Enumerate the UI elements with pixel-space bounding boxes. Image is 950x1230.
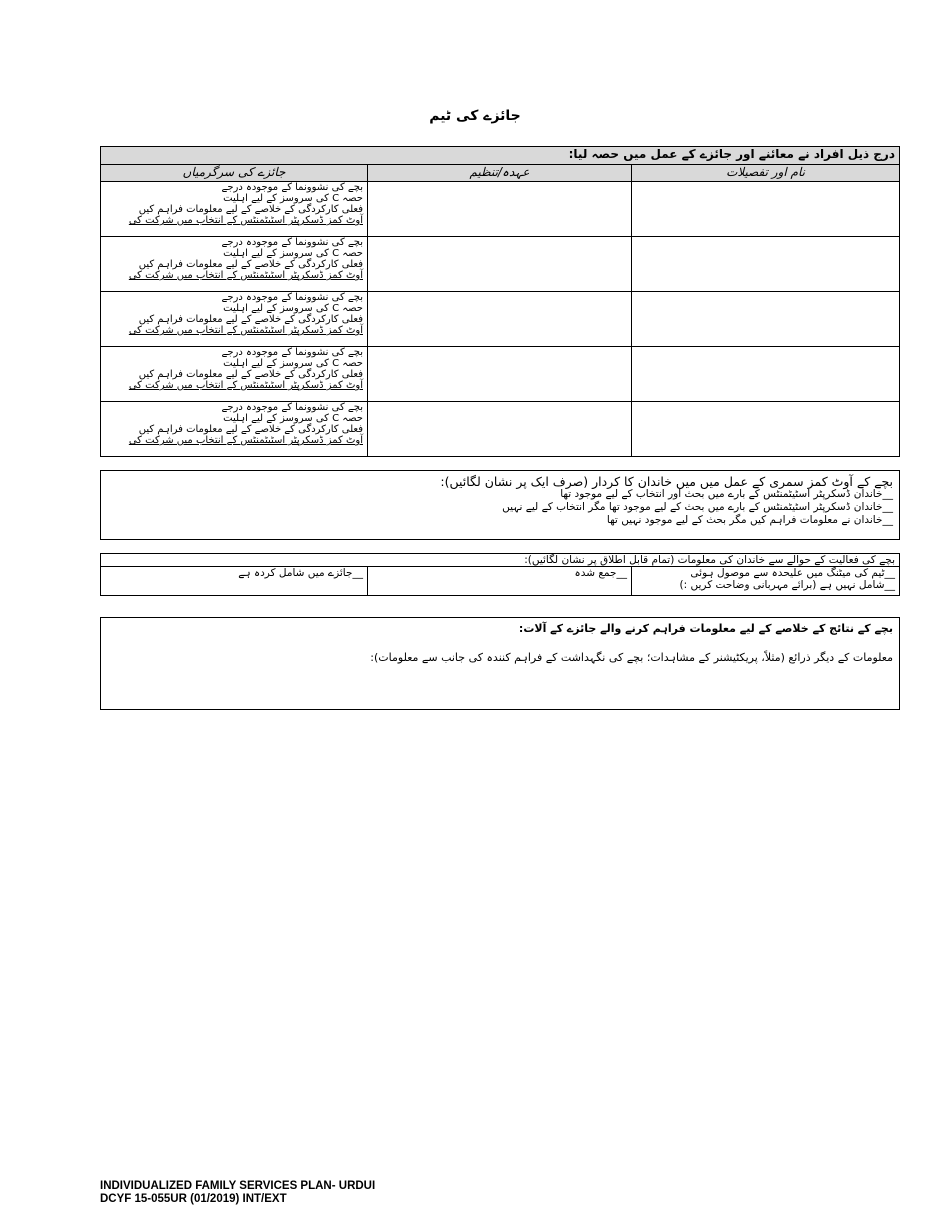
option-not-included[interactable]: __شامل نہیں ہے (برائے مہربانی وضاحت کریں :) xyxy=(679,579,895,591)
activity-item: آوٹ کمز ڈسکرپٹر اسٹیٹمنٹس کے انتخاب میں شرکت کی xyxy=(128,215,363,226)
activity-item: بچے کی نشوونما کے موجودہ درجے xyxy=(221,292,363,303)
other-sources-label: معلومات کے دیگر ذرائع (مثلاً، پریکٹیشنر کے مشاہدات؛ بچے کی نگہداشت کے فراہم کنندہ کی جانب سے معلومات): xyxy=(370,651,893,664)
family-role-option[interactable]: __خاندان نے معلومات فراہم کیں مگر بحث کے لیے موجود نہیں تھا xyxy=(606,514,893,526)
option-collected[interactable]: __جمع شدہ xyxy=(368,567,632,596)
page-title: جائزے کی ٹیم xyxy=(429,108,521,124)
activity-item: آوٹ کمز ڈسکرپٹر اسٹیٹمنٹس کے انتخاب میں شرکت کی xyxy=(128,435,363,446)
family-role-box xyxy=(100,470,900,540)
activity-item: بچے کی نشوونما کے موجودہ درجے xyxy=(221,237,363,248)
role-cell[interactable] xyxy=(368,292,632,347)
activity-item: بچے کی نشوونما کے موجودہ درجے xyxy=(221,182,363,193)
footer-form-number: DCYF 15-055UR (01/2019) INT/EXT xyxy=(100,1193,287,1205)
role-cell[interactable] xyxy=(368,402,632,457)
family-role-option[interactable]: __خاندان ڈسکرپٹر اسٹیٹمنٹس کے بارے میں بحث کے لیے موجود تھا مگر انتخاب کے لیے نہیں xyxy=(502,501,893,513)
option-received-separately[interactable]: __ٹیم کی میٹنگ میں علیحدہ سے موصول ہوئی xyxy=(690,567,895,579)
footer xyxy=(100,1180,375,1206)
assessment-tools-label: بچے کے نتائج کے خلاصے کے لیے معلومات فراہم کرنے والے جائزے کے آلات: xyxy=(518,622,893,635)
name-cell[interactable] xyxy=(632,292,900,347)
activity-item: فعلی کارکردگی کے خلاصے کے لیے معلومات فراہم کیں xyxy=(138,314,363,325)
activity-item: حصہ C کی سروسز کے لیے اہلیت xyxy=(223,248,363,259)
family-role-option[interactable]: __خاندان ڈسکرپٹر اسٹیٹمنٹس کے بارے میں بحث اور انتخاب کے لیے موجود تھا xyxy=(560,488,893,500)
activity-item: فعلی کارکردگی کے خلاصے کے لیے معلومات فراہم کیں xyxy=(138,204,363,215)
participant-row xyxy=(101,182,900,237)
participants-table xyxy=(100,146,900,457)
assessment-tools-box xyxy=(100,617,900,710)
role-cell[interactable] xyxy=(368,237,632,292)
column-role: عہدہ/تنظیم xyxy=(368,165,632,182)
activity-item: حصہ C کی سروسز کے لیے اہلیت xyxy=(223,358,363,369)
activity-item: فعلی کارکردگی کے خلاصے کے لیے معلومات فراہم کیں xyxy=(138,424,363,435)
option-included-in-assessment[interactable]: __جائزے میں شامل کردہ ہے xyxy=(101,567,368,596)
activities-cell xyxy=(101,402,368,457)
participant-row xyxy=(101,237,900,292)
column-name: نام اور تفصیلات xyxy=(632,165,900,182)
activity-item: حصہ C کی سروسز کے لیے اہلیت xyxy=(223,193,363,204)
activity-item: بچے کی نشوونما کے موجودہ درجے xyxy=(221,402,363,413)
family-role-question: بچے کے آوٹ کمز سمری کے عمل میں میں خاندان کا کردار (صرف ایک پر نشان لگائیں): xyxy=(440,474,893,489)
activity-item: حصہ C کی سروسز کے لیے اہلیت xyxy=(223,413,363,424)
name-cell[interactable] xyxy=(632,182,900,237)
activities-cell xyxy=(101,237,368,292)
activities-cell xyxy=(101,292,368,347)
family-info-header: بچے کی فعالیت کے حوالے سے خاندان کی معلومات (تمام قابل اطلاق پر نشان لگائیں): xyxy=(101,554,900,567)
name-cell[interactable] xyxy=(632,237,900,292)
participant-row xyxy=(101,347,900,402)
role-cell[interactable] xyxy=(368,347,632,402)
column-activities: جائزے کی سرگرمیاں xyxy=(101,165,368,182)
activity-item: فعلی کارکردگی کے خلاصے کے لیے معلومات فراہم کیں xyxy=(138,369,363,380)
activity-item: فعلی کارکردگی کے خلاصے کے لیے معلومات فراہم کیں xyxy=(138,259,363,270)
footer-form-title: INDIVIDUALIZED FAMILY SERVICES PLAN- URDUI xyxy=(100,1180,376,1192)
participant-row xyxy=(101,402,900,457)
participant-row xyxy=(101,292,900,347)
table-header: درج ذیل افراد نے معائنے اور جائزے کے عمل میں حصہ لیا: xyxy=(101,147,900,165)
name-cell[interactable] xyxy=(632,347,900,402)
activities-cell xyxy=(101,182,368,237)
role-cell[interactable] xyxy=(368,182,632,237)
activity-item: بچے کی نشوونما کے موجودہ درجے xyxy=(221,347,363,358)
activities-cell xyxy=(101,347,368,402)
activity-item: آوٹ کمز ڈسکرپٹر اسٹیٹمنٹس کے انتخاب میں شرکت کی xyxy=(128,380,363,391)
activity-item: آوٹ کمز ڈسکرپٹر اسٹیٹمنٹس کے انتخاب میں شرکت کی xyxy=(128,270,363,281)
family-info-table xyxy=(100,553,900,596)
name-cell[interactable] xyxy=(632,402,900,457)
activity-item: حصہ C کی سروسز کے لیے اہلیت xyxy=(223,303,363,314)
activity-item: آوٹ کمز ڈسکرپٹر اسٹیٹمنٹس کے انتخاب میں شرکت کی xyxy=(128,325,363,336)
